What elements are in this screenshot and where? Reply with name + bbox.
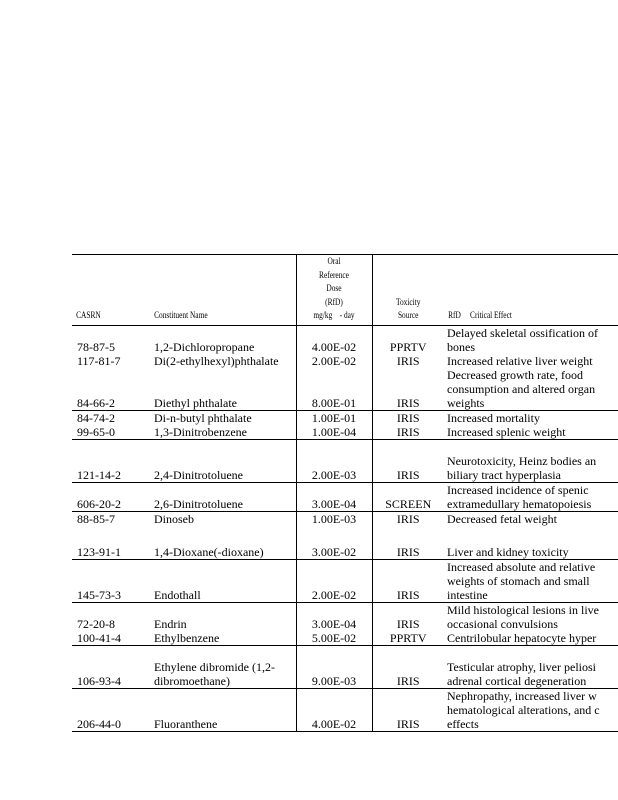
critical-effect-line: [447, 646, 618, 660]
rfd-value-cell: 5.00E-02: [296, 631, 372, 646]
critical-effect-cell: [444, 354, 618, 368]
critical-effect-cell: [444, 603, 618, 632]
table-row: [72, 689, 618, 732]
toxicity-source-cell: IRIS: [372, 560, 444, 603]
table-body: [72, 325, 618, 732]
casrn-cell: 88-85-7: [72, 511, 150, 526]
table-row: [72, 368, 618, 411]
toxicity-source-cell: PPRTV: [372, 631, 444, 646]
constituent-name-cell: 1,4-Dioxane(-dioxane): [154, 545, 264, 559]
critical-effect-line: occasional convulsions: [447, 617, 558, 631]
critical-effect-line: extramedullary hematopoiesis: [447, 496, 592, 511]
toxicity-source-cell: SCREEN: [372, 482, 444, 511]
toxicity-source-cell: IRIS: [372, 526, 444, 560]
constituent-name-cell: 2,6-Dinitrotoluene: [150, 482, 296, 511]
toxicity-table: [72, 254, 618, 732]
rfd-value-cell: 2.00E-02: [296, 354, 372, 368]
casrn-cell: 100-41-4: [77, 631, 121, 645]
critical-effect-line: effects: [447, 717, 479, 731]
rfd-value-cell: 2.00E-03: [296, 439, 372, 482]
header-rfd-line: Oral: [327, 256, 341, 266]
table-row: [72, 325, 618, 354]
header-oral-rfd: [303, 255, 365, 326]
critical-effect-cell: [444, 368, 618, 411]
table-row: [72, 425, 618, 440]
critical-effect-line: biliary tract hyperplasia: [447, 467, 561, 482]
table-row: [72, 410, 618, 425]
critical-effect-line: Decreased growth rate, food: [447, 367, 583, 382]
critical-effect-line: Mild histological lesions in live: [447, 603, 599, 617]
rfd-value-cell: 3.00E-04: [296, 603, 372, 632]
casrn-cell: 84-66-2: [77, 395, 115, 410]
toxicity-source-cell: IRIS: [372, 511, 444, 526]
casrn-cell: 121-14-2: [72, 439, 150, 482]
constituent-name-cell: Endothall: [150, 560, 296, 603]
header-constituent-name: Constituent Name: [150, 255, 270, 326]
casrn-cell: 84-74-2: [72, 410, 150, 425]
critical-effect-line: Increased relative liver weight: [447, 353, 593, 368]
critical-effect-line: consumption and altered organ: [447, 381, 596, 396]
critical-effect-line: Increased splenic weight: [447, 424, 566, 439]
table-row: [72, 482, 618, 511]
rfd-value-cell: 4.00E-02: [296, 325, 372, 354]
table-row: [72, 526, 618, 560]
header-casrn: CASRN: [72, 255, 136, 326]
rfd-value-cell: 1.00E-03: [296, 511, 372, 526]
document-page: [72, 254, 618, 732]
casrn-cell: 99-65-0: [77, 424, 115, 439]
casrn-cell: 106-93-4: [72, 646, 150, 689]
critical-effect-cell: [444, 511, 618, 526]
rfd-value-cell: 1.00E-04: [296, 425, 372, 440]
casrn-cell: 78-87-5: [72, 325, 150, 354]
table-row: [72, 511, 618, 526]
table-row: [72, 354, 618, 368]
casrn-cell: 72-20-8: [72, 603, 150, 632]
critical-effect-line: Liver and kidney toxicity: [447, 545, 569, 559]
critical-effect-cell: [444, 410, 618, 425]
critical-effect-line: Decreased fetal weight: [447, 511, 557, 526]
table-row: [72, 439, 618, 482]
toxicity-source-cell: IRIS: [372, 439, 444, 482]
toxicity-source-cell: IRIS: [372, 603, 444, 632]
rfd-value-cell: 8.00E-01: [296, 368, 372, 411]
table-row: [72, 603, 618, 632]
critical-effect-cell: [444, 646, 618, 689]
critical-effect-line: weights of stomach and small: [447, 574, 590, 588]
casrn-cell: 206-44-0: [72, 689, 150, 732]
rfd-value-cell: 4.00E-02: [296, 689, 372, 732]
rfd-value-cell: 3.00E-02: [296, 526, 372, 560]
toxicity-source-cell: IRIS: [372, 354, 444, 368]
critical-effect-line: bones: [447, 339, 475, 354]
critical-effect-cell: [444, 439, 618, 482]
header-rfd-line: mg/kg - day: [313, 310, 355, 320]
casrn-cell: 123-91-1: [77, 545, 121, 559]
toxicity-source-cell: IRIS: [372, 689, 444, 732]
table-row: [72, 646, 618, 689]
critical-effect-cell: [444, 425, 618, 440]
critical-effect-line: Testicular atrophy, liver peliosi: [447, 660, 597, 674]
critical-effect-line: Neurotoxicity, Heinz bodies an: [447, 453, 597, 468]
critical-effect-cell: [444, 689, 618, 732]
constituent-name-cell: Endrin: [150, 603, 296, 632]
table-row: [72, 560, 618, 603]
table-header-row: [72, 255, 618, 326]
critical-effect-cell: [444, 325, 618, 354]
critical-effect-cell: [444, 560, 618, 603]
critical-effect-line: Increased incidence of spenic: [447, 482, 589, 497]
critical-effect-line: Increased absolute and relative: [447, 560, 596, 574]
toxicity-source-cell: IRIS: [372, 425, 444, 440]
rfd-value-cell: 3.00E-04: [296, 482, 372, 511]
constituent-name-cell: Fluoranthene: [150, 689, 296, 732]
casrn-cell: 145-73-3: [72, 560, 150, 603]
critical-effect-line: hematological alterations, and c: [447, 703, 600, 717]
header-toxicity-source: [378, 255, 437, 326]
critical-effect-line: Delayed skeletal ossification of: [447, 325, 598, 340]
casrn-cell: 117-81-7: [77, 353, 121, 368]
constituent-name-cell: Di(2-ethylhexyl)phthalate: [154, 353, 279, 368]
constituent-name-cell: 1,3-Dinitrobenzene: [154, 424, 247, 439]
rfd-value-cell: 9.00E-03: [296, 646, 372, 689]
constituent-name-cell: Dinoseb: [150, 511, 296, 526]
constituent-name-cell: Ethylbenzene: [154, 631, 220, 645]
toxicity-source-cell: IRIS: [372, 410, 444, 425]
constituent-name-cell: Ethylene dibromide (1,2-dibromoethane): [150, 646, 296, 689]
critical-effect-cell: [444, 631, 618, 646]
critical-effect-line: Increased mortality: [447, 410, 540, 425]
rfd-value-cell: 2.00E-02: [296, 560, 372, 603]
header-rfd-line: (RfD): [325, 296, 343, 307]
critical-effect-cell: [444, 526, 618, 560]
header-source-line: Source: [397, 310, 419, 320]
constituent-name-cell: 2,4-Dinitrotoluene: [150, 439, 296, 482]
critical-effect-line: [447, 440, 618, 454]
constituent-name-cell: Di-n-butyl phthalate: [150, 410, 296, 425]
toxicity-source-cell: PPRTV: [372, 325, 444, 354]
constituent-name-cell: 1,2-Dichloropropane: [150, 325, 296, 354]
rfd-value-cell: 1.00E-01: [296, 410, 372, 425]
critical-effect-line: Centrilobular hepatocyte hyper: [447, 631, 597, 645]
table-row: [72, 631, 618, 646]
constituent-name-cell: Diethyl phthalate: [154, 395, 237, 410]
header-critical-effect: RfD Critical Effect: [444, 255, 598, 326]
critical-effect-line: adrenal cortical degeneration: [447, 674, 587, 688]
critical-effect-line: intestine: [447, 588, 488, 602]
header-rfd-line: Reference: [319, 269, 349, 280]
header-source-line: Toxicity: [395, 296, 421, 307]
critical-effect-cell: [444, 482, 618, 511]
critical-effect-line: Nephropathy, increased liver w: [447, 689, 597, 703]
critical-effect-line: weights: [447, 395, 485, 410]
casrn-cell: 606-20-2: [72, 482, 150, 511]
toxicity-source-cell: IRIS: [372, 368, 444, 411]
toxicity-source-cell: IRIS: [372, 646, 444, 689]
header-rfd-line: Dose: [326, 283, 342, 293]
